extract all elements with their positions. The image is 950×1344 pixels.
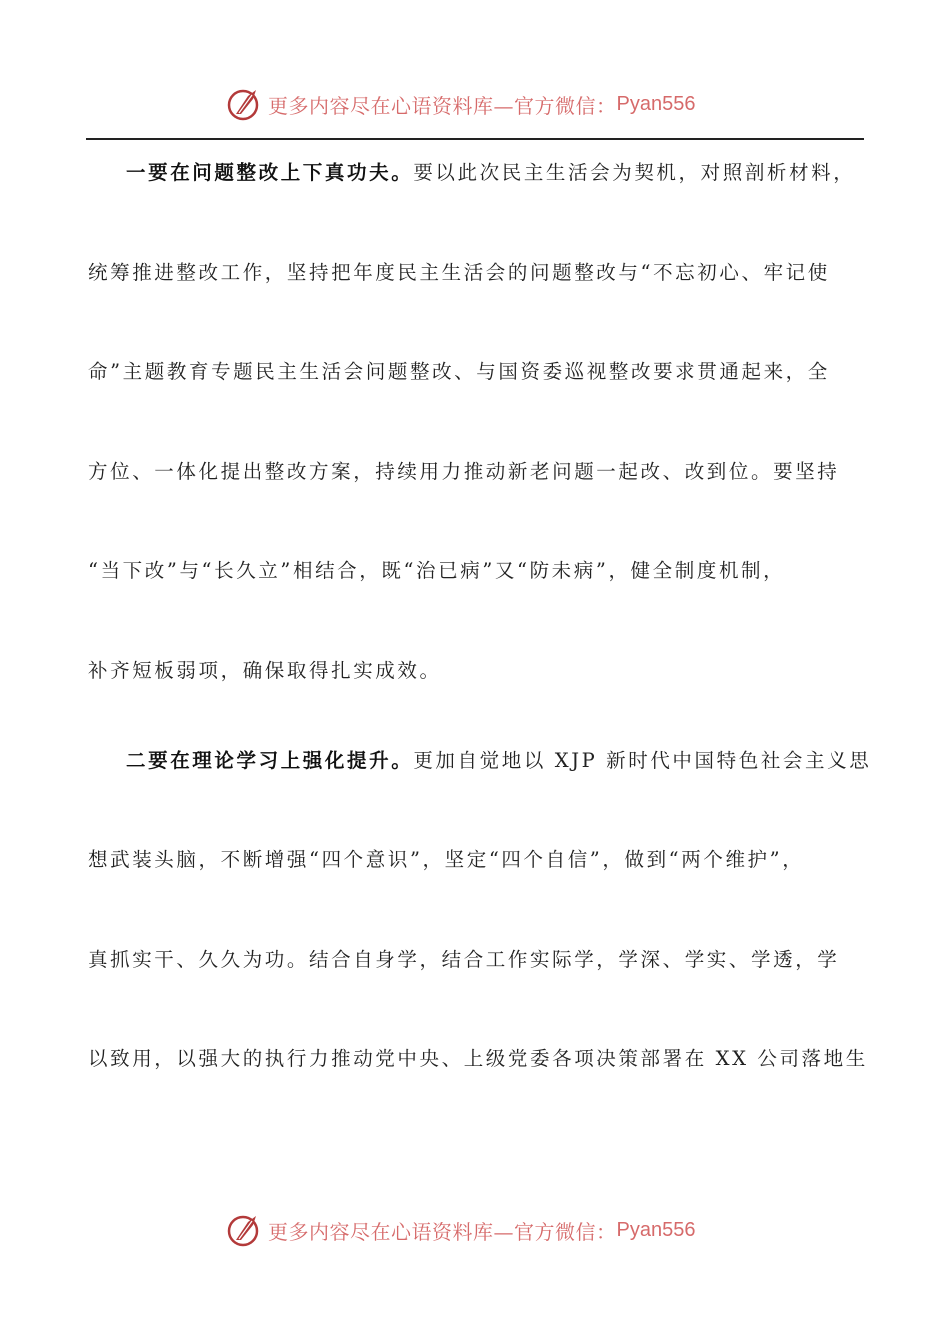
paragraph-2-line-2: 想武装头脑，不断增强“四个意识”，坚定“四个自信”，做到“两个维护”， [88,848,805,872]
paragraph-1-line-1: 一要在问题整改上下真功夫。要以此次民主生活会为契机，对照剖析材料， [126,161,856,184]
paragraph-1-line-5: “当下改”与“长久立”相结合，既“治已病”又“防未病”，健全制度机制， [88,559,786,583]
paragraph-1-line-6: 补齐短板弱项，确保取得扎实成效。 [88,658,442,682]
quill-logo-icon [226,1212,262,1248]
footer-wechat-id: Pyan556 [616,1218,696,1241]
footer-banner [0,1210,950,1250]
footer-text: 更多内容尽在心语资料库—官方微信： [268,1219,617,1244]
paragraph-2-line-4: 以致用，以强大的执行力推动党中央、上级党委各项决策部署在 XX 公司落地生 [88,1047,868,1071]
document-body [88,145,878,1131]
paragraph-2-line-3: 真抓实干、久久为功。结合自身学，结合工作实际学，学深、学实、学透，学 [88,947,840,971]
paragraph-1-line-3: 命”主题教育专题民主生活会问题整改、与国资委巡视整改要求贯通起来，全 [88,360,830,384]
paragraph-1-line-2: 统筹推进整改工作，坚持把年度民主生活会的问题整改与“不忘初心、牢记使 [88,260,830,284]
header-banner [0,84,950,124]
header-divider [86,138,864,140]
paragraph-2-lead: 二要在理论学习上强化提升。 [126,748,414,772]
paragraph-2-line-1: 二要在理论学习上强化提升。更加自觉地以 XJP 新时代中国特色社会主义思 [126,748,872,772]
quill-logo-icon [226,86,262,122]
header-wechat-id: Pyan556 [616,92,696,115]
paragraph-1-line-4: 方位、一体化提出整改方案，持续用力推动新老问题一起改、改到位。要坚持 [88,459,840,483]
paragraph-1-lead: 一要在问题整改上下真功夫。 [126,161,414,184]
header-text: 更多内容尽在心语资料库—官方微信： [268,93,617,118]
